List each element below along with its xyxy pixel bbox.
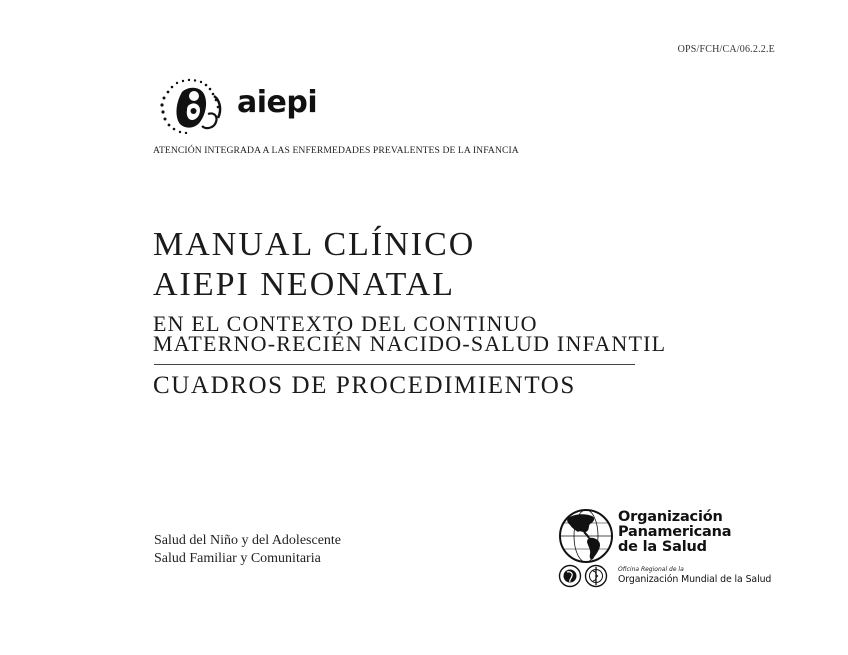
ops-logo bbox=[558, 506, 773, 590]
ops-name bbox=[618, 510, 731, 555]
aiepi-wordmark: aiepi bbox=[237, 85, 318, 120]
ops-oms-name: Organización Mundial de la Salud bbox=[618, 574, 772, 585]
ops-name-line-2: Panamericana bbox=[618, 524, 732, 540]
document-code: OPS/FCH/CA/06.2.2.E bbox=[677, 44, 775, 55]
title-line-1: MANUAL CLÍNICO bbox=[153, 226, 476, 263]
title-divider bbox=[154, 364, 635, 365]
unit-child-adolescent-health: Salud del Niño y del Adolescente bbox=[154, 533, 342, 548]
ops-who-seals bbox=[558, 564, 614, 588]
ops-name-line-1: Organización bbox=[618, 509, 723, 525]
ops-regional-office: Oficina Regional de la bbox=[618, 566, 684, 573]
who-seal-icon bbox=[586, 566, 607, 587]
aiepi-family-emblem-icon bbox=[158, 78, 234, 134]
aiepi-full-name: ATENCIÓN INTEGRADA A LAS ENFERMEDADES PREVALENTES DE LA INFANCIA bbox=[153, 145, 519, 156]
title-line-2: AIEPI NEONATAL bbox=[153, 266, 455, 303]
procedures-heading: CUADROS DE PROCEDIMIENTOS bbox=[153, 372, 576, 399]
subtitle-line-1: EN EL CONTEXTO DEL CONTINUO bbox=[153, 311, 538, 336]
ops-seal-icon bbox=[560, 566, 581, 587]
aiepi-logo bbox=[158, 78, 328, 136]
subtitle-line-2: MATERNO-RECIÉN NACIDO-SALUD INFANTIL bbox=[153, 331, 667, 356]
unit-family-community-health: Salud Familiar y Comunitaria bbox=[154, 551, 321, 566]
ops-name-line-3: de la Salud bbox=[618, 539, 707, 555]
americas-globe-icon bbox=[558, 508, 614, 564]
